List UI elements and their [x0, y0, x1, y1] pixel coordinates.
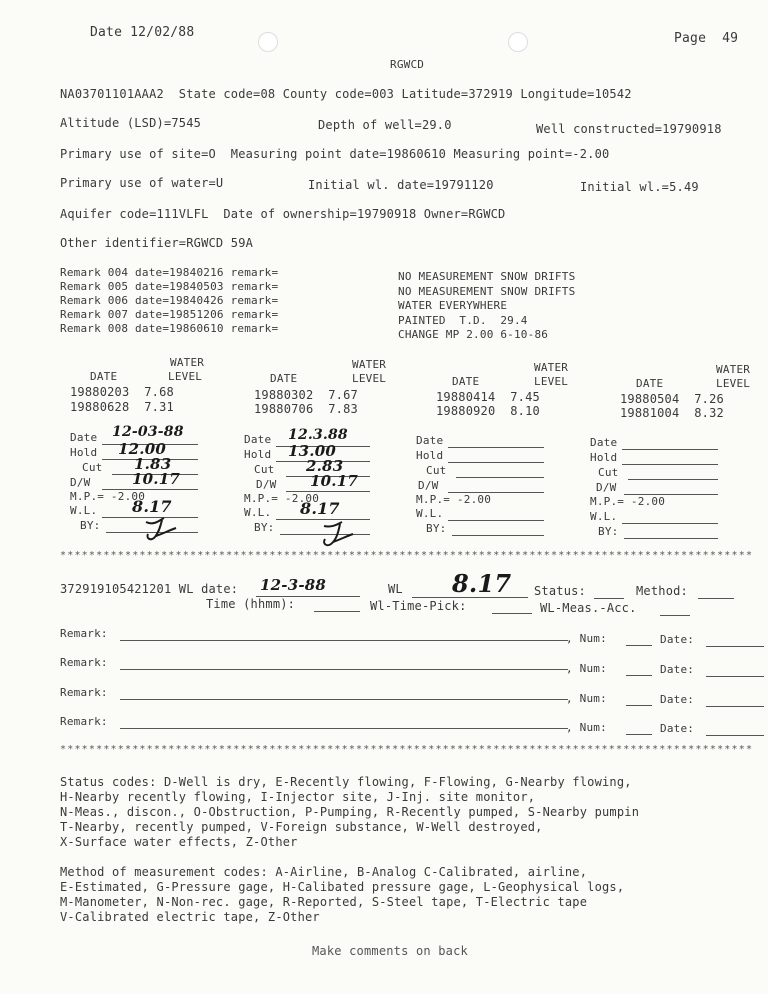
- report-date: Date 12/02/88: [90, 25, 195, 40]
- other-identifier: Other identifier=RGWCD 59A: [60, 236, 254, 250]
- form-hold-label: Hold: [70, 446, 98, 459]
- form-wl-label: W.L.: [416, 507, 444, 520]
- num-label: , Num:: [566, 692, 607, 705]
- agency-title: RGWCD: [390, 58, 425, 71]
- form-by-label: BY:: [426, 522, 447, 535]
- num-label: , Num:: [566, 632, 607, 645]
- remark-input-line[interactable]: [120, 728, 568, 729]
- form-by-label: BY:: [80, 519, 101, 532]
- form-wl-label: W.L.: [590, 510, 618, 523]
- status-codes-line: X-Surface water effects, Z-Other: [60, 835, 298, 849]
- wl-date-value[interactable]: 12-3-88: [260, 576, 327, 594]
- date-header: DATE: [90, 370, 118, 383]
- remark-left: Remark 004 date=19840216 remark=: [60, 266, 279, 279]
- footer-note: Make comments on back: [312, 944, 468, 958]
- form-date-value[interactable]: 12-03-88: [112, 424, 184, 440]
- form-dw-label: D/W: [70, 476, 91, 489]
- water-header: WATER: [170, 356, 205, 369]
- method-codes-line: Method of measurement codes: A-Airline, B-Analog C-Calibrated, airline,: [60, 865, 588, 879]
- status-codes-line: N-Meas., discon., O-Obstruction, P-Pumping, R-Recently pumped, S-Nearby pumpin: [60, 805, 640, 819]
- remark-line-label: Remark:: [60, 715, 108, 728]
- date-label: Date:: [660, 633, 695, 646]
- remark-text: PAINTED T.D. 29.4: [398, 314, 528, 327]
- date-label: Date:: [660, 722, 695, 735]
- form-cut-label: Cut: [82, 461, 103, 474]
- water-header: WATER: [716, 363, 751, 376]
- wl-entry-site: 372919105421201 WL date:: [60, 582, 239, 596]
- form-dw-label: D/W: [596, 481, 617, 494]
- form-mp-label: M.P.= -2.00: [70, 490, 146, 503]
- form-cut-value[interactable]: 2.83: [306, 457, 344, 475]
- status-codes-line: T-Nearby, recently pumped, V-Foreign substance, W-Well destroyed,: [60, 820, 543, 834]
- table-cell: 19881004 8.32: [620, 406, 724, 420]
- form-date-label: Date: [590, 436, 618, 449]
- remark-text: WATER EVERYWHERE: [398, 299, 508, 312]
- form-cut-value[interactable]: 1.83: [134, 455, 172, 473]
- aquifer-owner-line: Aquifer code=111VLFL Date of ownership=19790918 Owner=RGWCD: [60, 207, 506, 221]
- punch-hole-left: [258, 32, 278, 52]
- table-cell: 19880414 7.45: [436, 390, 540, 404]
- form-cut-label: Cut: [598, 466, 619, 479]
- form-wl-label: W.L.: [70, 504, 98, 517]
- form-wl-value[interactable]: 8.17: [300, 499, 340, 518]
- remark-input-line[interactable]: [120, 669, 568, 670]
- initial-wl-date: Initial wl. date=19791120: [308, 178, 494, 192]
- well-constructed: Well constructed=19790918: [536, 122, 722, 136]
- remark-input-line[interactable]: [120, 699, 568, 700]
- form-mp-label: M.P.= -2.00: [416, 493, 492, 506]
- form-dw-label: D/W: [256, 478, 277, 491]
- level-header: LEVEL: [534, 375, 569, 388]
- form-dw-value[interactable]: 10.17: [132, 470, 180, 488]
- method-label: Method:: [636, 584, 688, 598]
- form-hold-value[interactable]: 12.00: [118, 440, 166, 458]
- form-cut-label: Cut: [254, 463, 275, 476]
- form-hold-value[interactable]: 13.00: [288, 442, 336, 460]
- form-hold-label: Hold: [416, 449, 444, 462]
- wl-time-pick-label: Wl-Time-Pick:: [370, 599, 467, 613]
- form-date-label: Date: [70, 431, 98, 444]
- status-label: Status:: [534, 584, 586, 598]
- asterisk-divider: ************************************************************************************************: [60, 550, 754, 561]
- water-header: WATER: [352, 358, 387, 371]
- date-header: DATE: [452, 375, 480, 388]
- form-date-label: Date: [416, 434, 444, 447]
- primary-use-water: Primary use of water=U: [60, 176, 224, 190]
- remark-left: Remark 006 date=19840426 remark=: [60, 294, 279, 307]
- date-label: Date:: [660, 663, 695, 676]
- form-by-label: BY:: [254, 521, 275, 534]
- remark-line-label: Remark:: [60, 627, 108, 640]
- level-header: LEVEL: [716, 377, 751, 390]
- wl-value[interactable]: 8.17: [452, 569, 512, 598]
- altitude: Altitude (LSD)=7545: [60, 116, 202, 130]
- table-cell: 19880504 7.26: [620, 392, 724, 406]
- form-date-value[interactable]: 12.3.88: [288, 427, 348, 443]
- initials-signature-icon: [140, 516, 180, 544]
- table-cell: 19880203 7.68: [70, 385, 174, 399]
- form-date-label: Date: [244, 433, 272, 446]
- initial-wl: Initial wl.=5.49: [580, 180, 699, 194]
- form-by-label: BY:: [598, 525, 619, 538]
- form-dw-label: D/W: [418, 479, 439, 492]
- site-id-line: NA03701101AAA2 State code=08 County code=003 Latitude=372919 Longitude=10542: [60, 87, 632, 101]
- punch-hole-right: [508, 32, 528, 52]
- remark-left: Remark 008 date=19860610 remark=: [60, 322, 279, 335]
- form-hold-label: Hold: [244, 448, 272, 461]
- form-wl-label: W.L.: [244, 506, 272, 519]
- initials-signature-icon: [316, 520, 356, 550]
- form-dw-value[interactable]: 10.17: [310, 472, 358, 490]
- table-cell: 19880920 8.10: [436, 404, 540, 418]
- table-cell: 19880628 7.31: [70, 400, 174, 414]
- remark-left: Remark 007 date=19851206 remark=: [60, 308, 279, 321]
- remark-line-label: Remark:: [60, 686, 108, 699]
- table-cell: 19880302 7.67: [254, 388, 358, 402]
- remark-text: NO MEASUREMENT SNOW DRIFTS: [398, 285, 576, 298]
- wl-meas-acc-label: WL-Meas.-Acc.: [540, 601, 637, 615]
- date-header: DATE: [636, 377, 664, 390]
- form-wl-value[interactable]: 8.17: [132, 497, 172, 516]
- status-codes-line: H-Nearby recently flowing, I-Injector site, J-Inj. site monitor,: [60, 790, 536, 804]
- num-label: , Num:: [566, 662, 607, 675]
- form-cut-label: Cut: [426, 464, 447, 477]
- asterisk-divider: ************************************************************************************************: [60, 744, 754, 755]
- method-codes-line: V-Calibrated electric tape, Z-Other: [60, 910, 320, 924]
- level-header: LEVEL: [168, 370, 203, 383]
- remark-line-label: Remark:: [60, 656, 108, 669]
- date-header: DATE: [270, 372, 298, 385]
- form-mp-label: M.P.= -2.00: [244, 492, 320, 505]
- status-codes-line: Status codes: D-Well is dry, E-Recently flowing, F-Flowing, G-Nearby flowing,: [60, 775, 632, 789]
- method-codes-line: E-Estimated, G-Pressure gage, H-Calibated pressure gage, L-Geophysical logs,: [60, 880, 625, 894]
- water-header: WATER: [534, 361, 569, 374]
- remark-left: Remark 005 date=19840503 remark=: [60, 280, 279, 293]
- level-header: LEVEL: [352, 372, 387, 385]
- table-cell: 19880706 7.83: [254, 402, 358, 416]
- page-number: Page 49: [674, 31, 739, 46]
- form-hold-label: Hold: [590, 451, 618, 464]
- num-label: , Num:: [566, 721, 607, 734]
- well-depth: Depth of well=29.0: [318, 118, 452, 132]
- remark-text: CHANGE MP 2.00 6-10-86: [398, 328, 549, 341]
- time-label: Time (hhmm):: [206, 597, 296, 611]
- date-label: Date:: [660, 693, 695, 706]
- measuring-point-line: Primary use of site=O Measuring point date=19860610 Measuring point=-2.00: [60, 147, 610, 161]
- wl-label: WL: [388, 582, 403, 596]
- method-codes-line: M-Manometer, N-Non-rec. gage, R-Reported, S-Steel tape, T-Electric tape: [60, 895, 588, 909]
- form-mp-label: M.P.= -2.00: [590, 495, 666, 508]
- remark-input-line[interactable]: [120, 640, 568, 641]
- remark-text: NO MEASUREMENT SNOW DRIFTS: [398, 270, 576, 283]
